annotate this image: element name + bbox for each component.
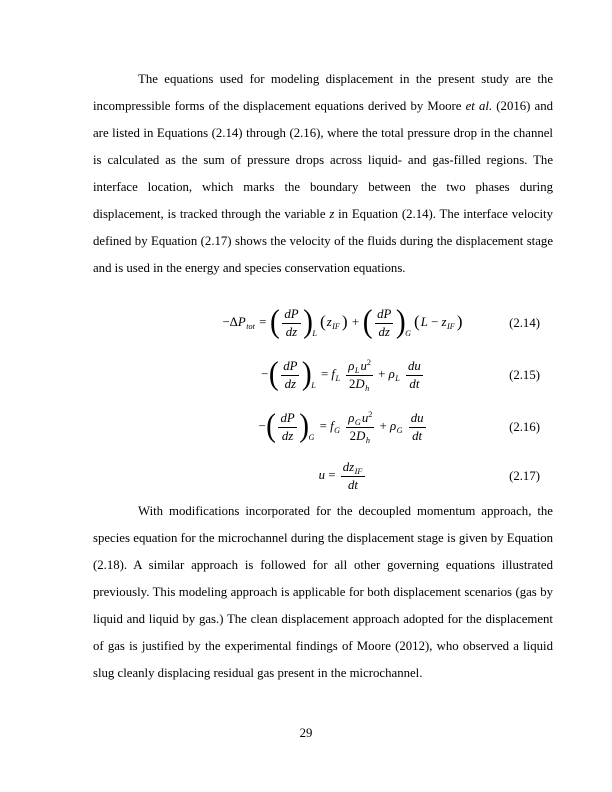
fraction (409, 411, 426, 443)
fraction (281, 359, 299, 391)
equation-2-15-number: (2.15) (509, 367, 540, 382)
math-text: 2 (348, 376, 356, 391)
numerator (282, 307, 300, 323)
denominator (375, 323, 393, 340)
right-paren: ) (303, 304, 313, 341)
math-subscript: h (365, 436, 370, 445)
denominator (409, 427, 426, 444)
math-text: dt (348, 477, 358, 492)
numerator (409, 411, 426, 427)
math-text: −Δ (222, 314, 238, 329)
math-text: z (326, 314, 332, 329)
text-segment: et al. (465, 99, 493, 113)
text-segment: z (329, 207, 335, 221)
fraction (406, 359, 423, 391)
math-subscript: L (335, 374, 341, 384)
denominator (346, 375, 373, 392)
paren-subscript: L (311, 380, 316, 390)
right-paren: ) (395, 304, 406, 341)
equation-row-2-17 (93, 454, 553, 498)
fraction (282, 307, 300, 339)
math-subscript: G (354, 418, 361, 428)
equation-2-17-number: (2.17) (509, 468, 540, 483)
equation-row-2-14 (93, 296, 553, 350)
right-paren: ) (341, 312, 348, 331)
math-text: = (325, 467, 339, 482)
numerator (278, 411, 296, 427)
math-text (341, 419, 344, 433)
math-text: dP (280, 410, 295, 425)
equation-2-14-number: (2.14) (509, 315, 540, 330)
numerator (375, 307, 393, 323)
fraction (375, 307, 393, 339)
math-text: D (355, 376, 365, 391)
denominator (281, 375, 299, 392)
right-paren: ) (456, 312, 463, 331)
math-text: − (427, 314, 442, 329)
math-text: − (258, 418, 266, 433)
equation-2-17-math (319, 460, 368, 492)
math-text: dt (409, 376, 420, 391)
left-paren: ( (414, 312, 420, 331)
math-text: dz (342, 459, 355, 474)
math-text: dP (284, 306, 299, 321)
math-subscript: tot (246, 322, 255, 332)
math-text: dP (377, 306, 392, 321)
left-paren: ( (319, 312, 326, 331)
equation-2-14-math (222, 304, 463, 341)
math-subscript: IF (447, 322, 455, 332)
paren-subscript: G (308, 432, 315, 442)
math-text: ρ (348, 358, 355, 373)
math-text: u (361, 410, 369, 425)
denominator (346, 427, 374, 444)
math-text: = (316, 418, 331, 433)
math-text: dz (284, 376, 296, 391)
math-text: D (356, 428, 366, 443)
math-text: + (374, 366, 389, 381)
denominator (278, 427, 296, 444)
math-subscript: IF (354, 467, 363, 477)
math-subscript: G (334, 426, 341, 436)
math-text: = (317, 366, 332, 381)
page-content (93, 66, 553, 687)
paragraph-displacement-equations (93, 66, 553, 282)
equation-2-16-number: (2.16) (509, 419, 540, 434)
page-number: 29 (299, 726, 313, 740)
math-text: + (348, 314, 363, 329)
math-subscript: h (365, 384, 370, 393)
equation-block (93, 296, 553, 498)
right-paren: ) (299, 408, 310, 445)
left-paren: ( (266, 408, 276, 445)
math-text: dz (281, 428, 294, 443)
equation-row-2-15 (93, 350, 553, 400)
math-text: du (408, 358, 421, 373)
paren-subscript: L (312, 328, 317, 338)
math-text: P (237, 314, 246, 329)
equation-2-15-math (261, 356, 425, 393)
paragraph-decoupled-momentum (93, 498, 553, 687)
math-text: = (255, 314, 270, 329)
math-text: ρ (388, 366, 395, 381)
math-subscript: G (396, 426, 403, 436)
math-text (404, 419, 407, 433)
math-text: dz (378, 324, 390, 339)
left-paren: ( (268, 356, 279, 393)
math-text: du (410, 410, 424, 425)
right-paren: ) (301, 356, 312, 393)
math-text: dP (283, 358, 298, 373)
denominator (282, 323, 300, 340)
numerator (406, 359, 423, 375)
math-superscript: 2 (366, 357, 371, 367)
numerator (281, 359, 299, 375)
math-text: − (261, 366, 269, 381)
fraction (341, 460, 366, 492)
left-paren: ( (362, 304, 373, 341)
math-subscript: L (354, 366, 360, 376)
numerator (341, 460, 366, 476)
math-text: + (376, 418, 390, 433)
math-text (401, 367, 404, 381)
math-text: 2 (349, 428, 357, 443)
math-text: u (360, 358, 367, 373)
math-text: dz (285, 324, 298, 339)
math-subscript: IF (332, 322, 340, 332)
math-text: z (441, 314, 447, 329)
numerator (346, 411, 374, 427)
math-text: ρ (348, 410, 355, 425)
fraction (346, 359, 373, 391)
fraction (278, 411, 296, 443)
math-text: dt (412, 428, 423, 443)
text-segment: The equations used for modeling displacement in the present study are the incompressible forms of the displacement equations derived by Moore (93, 72, 553, 113)
math-text: L (420, 314, 428, 329)
math-text: f (331, 366, 335, 381)
text-segment: With modifications incorporated for the decoupled momentum approach, the species equation for the microchannel during the displacement stage is given by Equation (2.18). A similar approach is followed for all other governing equations illustrated previously. This modeling approach is applicable for both displacement scenarios (gas by liquid and liquid by gas.) The clean displacement approach adopted for the displacement of gas is justified by the experimental findings of Moore (2012), who observed a liquid slug cleanly displacing residual gas present in the microchannel. (93, 504, 553, 680)
fraction (346, 411, 374, 443)
equation-row-2-16 (93, 400, 553, 454)
math-text: f (330, 418, 334, 433)
left-paren: ( (270, 304, 280, 341)
numerator (346, 359, 373, 375)
math-subscript: L (395, 374, 400, 384)
math-text (341, 367, 344, 381)
math-text: u (318, 467, 326, 482)
text-segment: in Equation (2.14). The interface velocity defined by Equation (2.17) shows the velocity of the fluids during the displacement stage and is used in the energy and species conservation equations. (93, 207, 553, 275)
denominator (406, 375, 423, 392)
denominator (341, 476, 366, 493)
math-text: ρ (389, 418, 397, 433)
text-segment: (2016) and are listed in Equations (2.14) through (2.16), where the total pressure drop in the channel is calculated as the sum of pressure drops across liquid- and gas-filled regions. The interface location, which marks the boundary between the two phases during displacement, is tracked through the variable (93, 99, 554, 221)
equation-2-16-math (258, 408, 427, 445)
math-superscript: 2 (368, 409, 373, 419)
paren-subscript: G (405, 328, 412, 338)
